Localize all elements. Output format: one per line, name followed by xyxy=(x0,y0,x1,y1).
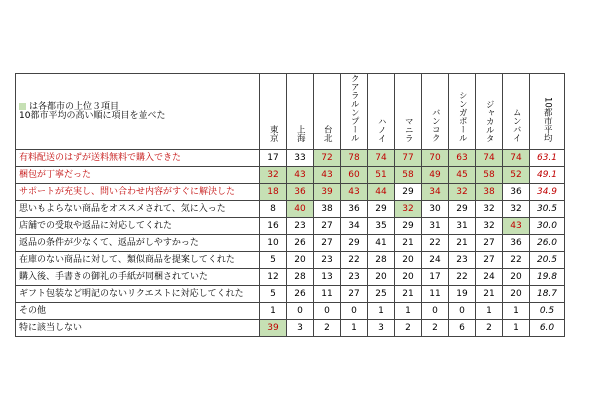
value-cell: 60 xyxy=(341,167,368,184)
value-cell: 29 xyxy=(368,201,395,218)
value-cell: 78 xyxy=(341,150,368,167)
avg-cell: 20.5 xyxy=(530,252,565,269)
value-cell: 27 xyxy=(341,286,368,303)
value-cell: 21 xyxy=(476,286,503,303)
value-cell: 20 xyxy=(395,269,422,286)
value-cell: 23 xyxy=(341,269,368,286)
value-cell: 1 xyxy=(341,320,368,337)
value-cell: 32 xyxy=(476,201,503,218)
value-cell: 22 xyxy=(422,235,449,252)
value-cell: 0 xyxy=(314,303,341,320)
value-cell: 74 xyxy=(503,150,530,167)
city-header-label: バンコク xyxy=(430,108,441,142)
legend-swatch xyxy=(19,103,26,110)
value-cell: 51 xyxy=(368,167,395,184)
value-cell: 31 xyxy=(449,218,476,235)
value-cell: 38 xyxy=(314,201,341,218)
avg-cell: 30.5 xyxy=(530,201,565,218)
value-cell: 10 xyxy=(260,235,287,252)
value-cell: 36 xyxy=(341,201,368,218)
city-header-label: ハノイ xyxy=(376,116,387,142)
row-label: ギフト包装など明記のないリクエストに対応してくれた xyxy=(16,286,260,303)
value-cell: 22 xyxy=(341,252,368,269)
value-cell: 1 xyxy=(395,303,422,320)
table-row xyxy=(16,269,565,286)
value-cell: 28 xyxy=(287,269,314,286)
value-cell: 12 xyxy=(260,269,287,286)
value-cell: 3 xyxy=(368,320,395,337)
value-cell: 19 xyxy=(449,286,476,303)
value-cell: 20 xyxy=(503,286,530,303)
value-cell: 23 xyxy=(314,252,341,269)
value-cell: 5 xyxy=(260,286,287,303)
row-label: 返品の条件が少なくて、返品がしやすかった xyxy=(16,235,260,252)
city-header-label: ジャカルタ xyxy=(484,99,495,142)
city-header-cell xyxy=(314,74,341,150)
value-cell: 74 xyxy=(476,150,503,167)
avg-header-cell xyxy=(530,74,565,150)
table-row xyxy=(16,167,565,184)
sort-note: 10都市平均の高い順に項目を並べた xyxy=(19,110,166,121)
city-header-label: マニラ xyxy=(403,116,414,142)
value-cell: 32 xyxy=(260,167,287,184)
value-cell: 40 xyxy=(287,201,314,218)
value-cell: 11 xyxy=(422,286,449,303)
avg-cell: 6.0 xyxy=(530,320,565,337)
table-row xyxy=(16,235,565,252)
value-cell: 39 xyxy=(314,184,341,201)
table-row xyxy=(16,218,565,235)
value-cell: 13 xyxy=(314,269,341,286)
avg-cell: 26.0 xyxy=(530,235,565,252)
value-cell: 72 xyxy=(314,150,341,167)
row-label: 特に該当しない xyxy=(16,320,260,337)
value-cell: 21 xyxy=(395,286,422,303)
value-cell: 45 xyxy=(449,167,476,184)
value-cell: 32 xyxy=(449,184,476,201)
table-row xyxy=(16,320,565,337)
value-cell: 0 xyxy=(287,303,314,320)
value-cell: 17 xyxy=(422,269,449,286)
table-row xyxy=(16,150,565,167)
city-header-cell xyxy=(395,74,422,150)
legend-text: は各都市の上位３項目 xyxy=(29,101,120,112)
value-cell: 30 xyxy=(422,201,449,218)
city-header-label: シンガポール xyxy=(457,91,468,142)
value-cell: 36 xyxy=(503,235,530,252)
value-cell: 21 xyxy=(395,235,422,252)
value-cell: 43 xyxy=(314,167,341,184)
city-header-cell xyxy=(476,74,503,150)
value-cell: 29 xyxy=(449,201,476,218)
value-cell: 25 xyxy=(368,286,395,303)
city-header-cell xyxy=(422,74,449,150)
value-cell: 20 xyxy=(368,269,395,286)
header-row xyxy=(16,74,565,150)
row-label: 在庫のない商品に対して、類似商品を提案してくれた xyxy=(16,252,260,269)
avg-cell: 0.5 xyxy=(530,303,565,320)
value-cell: 29 xyxy=(395,184,422,201)
value-cell: 27 xyxy=(314,218,341,235)
row-label: 思いもよらない商品をオススメされて、気に入った xyxy=(16,201,260,218)
value-cell: 24 xyxy=(476,269,503,286)
table-row xyxy=(16,303,565,320)
value-cell: 43 xyxy=(287,167,314,184)
city-header-label: 東京 xyxy=(268,125,279,142)
value-cell: 39 xyxy=(260,320,287,337)
value-cell: 35 xyxy=(368,218,395,235)
city-header-cell xyxy=(449,74,476,150)
city-header-label: ムンバイ xyxy=(511,108,522,142)
table-row xyxy=(16,184,565,201)
value-cell: 1 xyxy=(368,303,395,320)
value-cell: 36 xyxy=(287,184,314,201)
value-cell: 2 xyxy=(314,320,341,337)
value-cell: 3 xyxy=(287,320,314,337)
row-label: 購入後、手書きの御礼の手紙が同梱されていた xyxy=(16,269,260,286)
value-cell: 38 xyxy=(476,184,503,201)
value-cell: 32 xyxy=(503,201,530,218)
value-cell: 52 xyxy=(503,167,530,184)
value-cell: 63 xyxy=(449,150,476,167)
value-cell: 27 xyxy=(476,235,503,252)
value-cell: 23 xyxy=(287,218,314,235)
value-cell: 32 xyxy=(395,201,422,218)
value-cell: 44 xyxy=(368,184,395,201)
value-cell: 20 xyxy=(287,252,314,269)
value-cell: 41 xyxy=(368,235,395,252)
value-cell: 34 xyxy=(341,218,368,235)
value-cell: 20 xyxy=(395,252,422,269)
value-cell: 31 xyxy=(422,218,449,235)
value-cell: 74 xyxy=(368,150,395,167)
value-cell: 1 xyxy=(503,320,530,337)
value-cell: 29 xyxy=(341,235,368,252)
value-cell: 23 xyxy=(449,252,476,269)
city-header-cell xyxy=(368,74,395,150)
avg-cell: 63.1 xyxy=(530,150,565,167)
avg-cell: 49.1 xyxy=(530,167,565,184)
value-cell: 16 xyxy=(260,218,287,235)
survey-table xyxy=(15,73,565,337)
value-cell: 11 xyxy=(314,286,341,303)
city-header-cell xyxy=(260,74,287,150)
value-cell: 58 xyxy=(476,167,503,184)
city-header-label: 上海 xyxy=(295,125,306,142)
value-cell: 0 xyxy=(341,303,368,320)
value-cell: 21 xyxy=(449,235,476,252)
avg-cell: 34.9 xyxy=(530,184,565,201)
value-cell: 22 xyxy=(449,269,476,286)
table-row xyxy=(16,201,565,218)
row-label: 梱包が丁寧だった xyxy=(16,167,260,184)
value-cell: 2 xyxy=(395,320,422,337)
value-cell: 27 xyxy=(476,252,503,269)
value-cell: 34 xyxy=(422,184,449,201)
avg-header-label: 10都市平均 xyxy=(542,97,553,142)
city-header-label: クアラルンプール xyxy=(349,74,360,142)
value-cell: 17 xyxy=(260,150,287,167)
value-cell: 43 xyxy=(341,184,368,201)
value-cell: 27 xyxy=(314,235,341,252)
row-label: 有料配送のはずが送料無料で購入できた xyxy=(16,150,260,167)
value-cell: 32 xyxy=(476,218,503,235)
city-header-cell xyxy=(341,74,368,150)
value-cell: 0 xyxy=(449,303,476,320)
table-row xyxy=(16,252,565,269)
value-cell: 2 xyxy=(476,320,503,337)
header-notes-cell xyxy=(16,74,260,150)
value-cell: 22 xyxy=(503,252,530,269)
value-cell: 49 xyxy=(422,167,449,184)
row-label: サポートが充実し、問い合わせ内容がすぐに解決した xyxy=(16,184,260,201)
value-cell: 1 xyxy=(476,303,503,320)
value-cell: 2 xyxy=(422,320,449,337)
value-cell: 36 xyxy=(503,184,530,201)
value-cell: 0 xyxy=(422,303,449,320)
value-cell: 8 xyxy=(260,201,287,218)
value-cell: 6 xyxy=(449,320,476,337)
value-cell: 1 xyxy=(260,303,287,320)
value-cell: 58 xyxy=(395,167,422,184)
value-cell: 33 xyxy=(287,150,314,167)
row-label: その他 xyxy=(16,303,260,320)
avg-cell: 18.7 xyxy=(530,286,565,303)
value-cell: 43 xyxy=(503,218,530,235)
city-header-label: 台北 xyxy=(322,125,333,142)
value-cell: 18 xyxy=(260,184,287,201)
row-label: 店舗での受取や返品に対応してくれた xyxy=(16,218,260,235)
value-cell: 5 xyxy=(260,252,287,269)
value-cell: 26 xyxy=(287,286,314,303)
city-header-cell xyxy=(287,74,314,150)
value-cell: 70 xyxy=(422,150,449,167)
value-cell: 20 xyxy=(503,269,530,286)
value-cell: 77 xyxy=(395,150,422,167)
value-cell: 28 xyxy=(368,252,395,269)
value-cell: 24 xyxy=(422,252,449,269)
value-cell: 29 xyxy=(395,218,422,235)
city-header-cell xyxy=(503,74,530,150)
value-cell: 1 xyxy=(503,303,530,320)
avg-cell: 19.8 xyxy=(530,269,565,286)
table-row xyxy=(16,286,565,303)
value-cell: 26 xyxy=(287,235,314,252)
avg-cell: 30.0 xyxy=(530,218,565,235)
survey-table-body xyxy=(16,74,565,337)
